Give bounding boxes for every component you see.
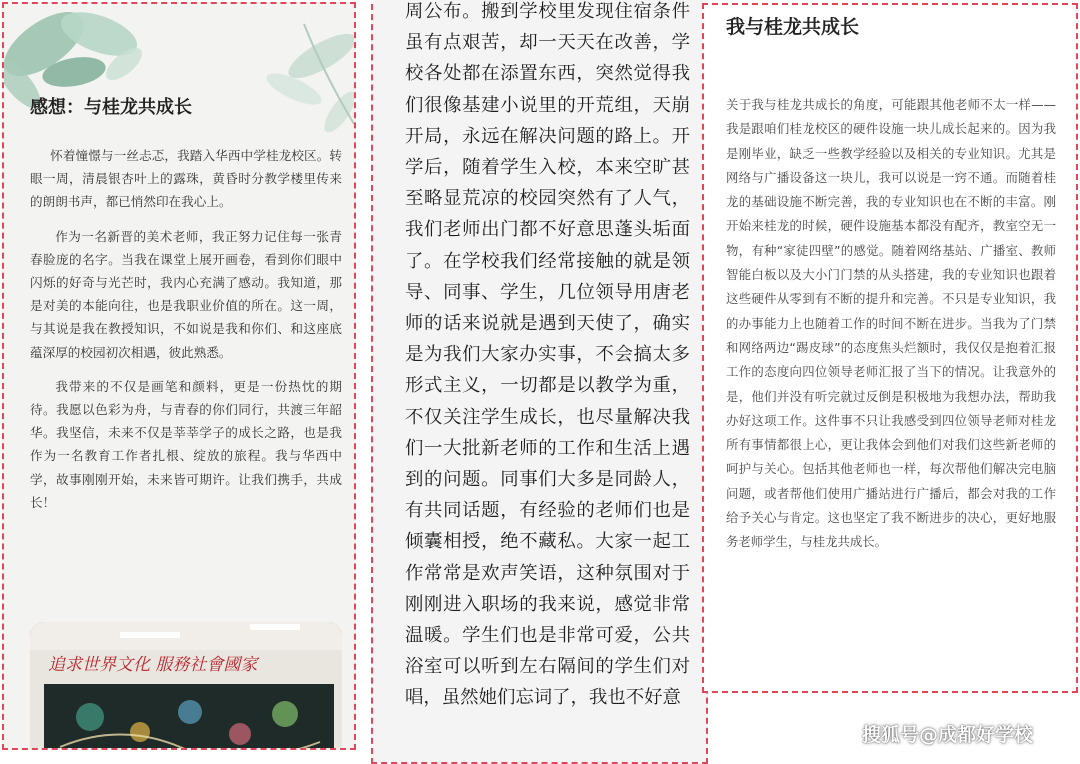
paragraph: 怀着憧憬与一丝忐忑，我踏入华西中学桂龙校区。转眼一周，清晨银杏叶上的露珠，黄昏时分教学楼里传来的朗朗书声，都已悄然印在我心上。 <box>30 148 342 210</box>
left-article-body <box>30 144 342 525</box>
right-article-title: 我与桂龙共成长 <box>726 16 860 38</box>
classroom-photo <box>30 622 342 750</box>
paragraph: 作为一名新晋的美术老师，我正努力记住每一张青春脸庞的名字。当我在课堂上展开画卷，看到你们眼中闪烁的好奇与光芒时，我内心充满了感动。我知道，那是对美的本能向往，也是我职业价值的所在。这一周，与其说是我在教授知识，不如说是我和你们、和这座底蕴深厚的校园初次相遇，彼此熟悉。 <box>30 228 342 360</box>
middle-article-panel <box>371 0 708 764</box>
right-article-text: 关于我与桂龙共成长的角度，可能跟其他老师不太一样——我是跟咱们桂龙校区的硬件设施一块儿成长起来的。因为我是刚毕业，缺乏一些教学经验以及相关的专业知识。尤其是网络与广播设备这一块儿，我可以说是一窍不通。而随着桂龙的基础设施不断完善，我的专业知识也在不断的丰富。刚开始来桂龙的时候，硬件设施基本都没有配齐，教室空无一物，有种“家徒四壁”的感觉。随着网络基站、广播室、教师智能白板以及大小门门禁的从头搭建，我的专业知识也跟着这些硬件从零到有不断的提升和完善。不只是专业知识，我的办事能力上也随着工作的时间不断在进步。当我为了门禁和网络两边“踢皮球”的态度焦头烂额时，我仅仅是抱着汇报工作的态度向四位领导老师汇报了当下的情况。让我意外的是，他们并没有听完就过反倒是积极地为我想办法，帮助我办好这项工作。这件事不只让我感受到四位领导老师对桂龙所有事情都很上心，更让我体会到他们对我们这些新老师的呵护与关心。包括其他老师也一样，每次帮他们解决完电脑问题，或者帮他们使用广播站进行广播后，都会对我的工作给予关心与肯定。这也坚定了我不断进步的决心，更好地服务老师学生，与桂龙共成长。 <box>726 97 1056 550</box>
leaf-decoration <box>4 4 356 144</box>
source-watermark: 搜狐号@成都好学校 <box>862 724 1034 746</box>
left-article-panel <box>2 2 356 750</box>
photo-banner-text: 追求世界文化 服務社會國家 <box>48 655 258 675</box>
left-article-title: 感想：与桂龙共成长 <box>30 97 192 118</box>
right-article-panel <box>702 3 1078 693</box>
middle-article-text: 周公布。搬到学校里发现住宿条件虽有点艰苦，却一天天在改善，学校各处都在添置东西，突然觉得我们很像基建小说里的开荒组，天崩开局，永远在解决问题的路上。开学后，随着学生入校，本来空旷甚至略显荒凉的校园突然有了人气，我们老师出门都不好意思蓬头垢面了。在学校我们经常接触的就是领导、同事、学生，几位领导用唐老师的话来说就是遇到天使了，确实是为我们大家办实事，不会搞太多形式主义，一切都是以教学为重，不仅关注学生成长，也尽量解决我们一大批新老师的工作和生活上遇到的问题。同事们大多是同龄人，有共同话题，有经验的老师们也是倾囊相授，绝不藏私。大家一起工作常常是欢声笑语，这种氛围对于刚刚进入职场的我来说，感觉非常温暖。学生们也是非常可爱，公共浴室可以听到左右隔间的学生们对唱，虽然她们忘词了，我也不好意 <box>405 1 690 709</box>
paragraph: 我带来的不仅是画笔和颜料，更是一份热忱的期待。我愿以色彩为舟，与青春的你们同行，共渡三年韶华。我坚信，未来不仅是莘莘学子的成长之路，也是我作为一名教育工作者扎根、绽放的旅程。我与华西中学，故事刚刚开始，未来皆可期许。让我们携手，共成长！ <box>30 378 342 510</box>
